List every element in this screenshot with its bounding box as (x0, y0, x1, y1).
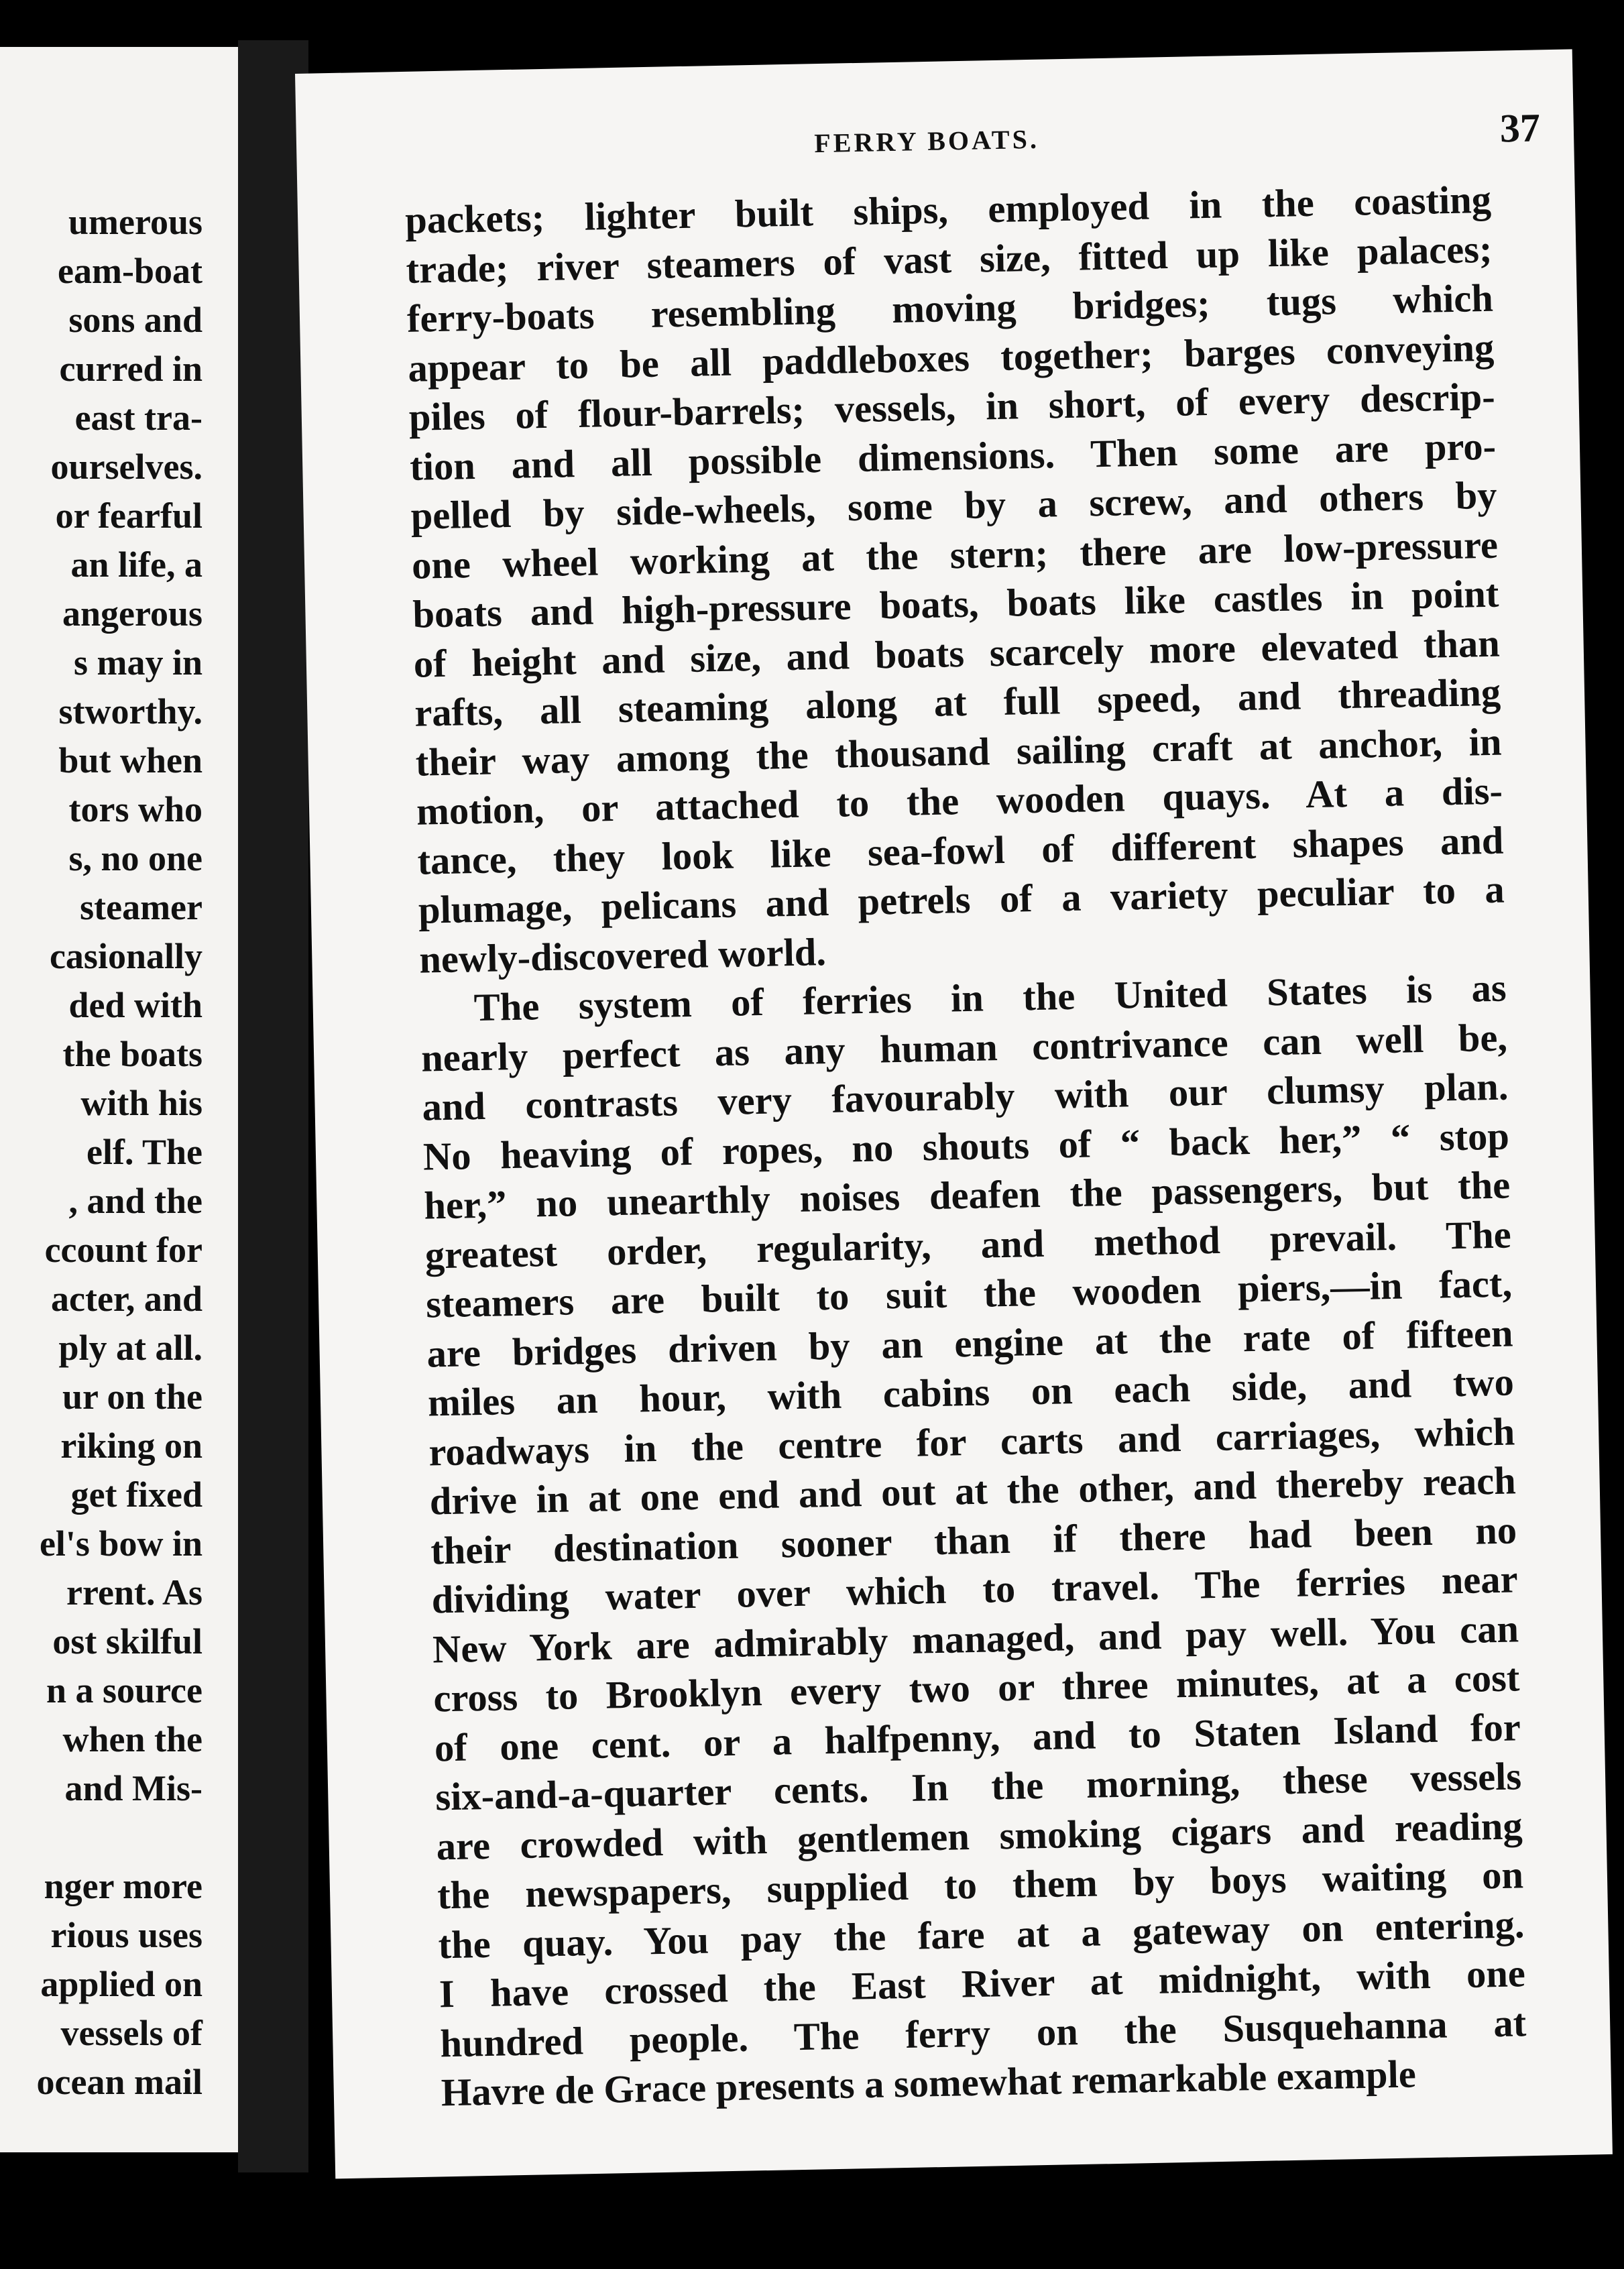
text-line: of height and size, and boats scarcely more elevated than (413, 621, 1501, 686)
previous-page-line: umerous (68, 202, 202, 242)
text-line: of one cent. or a halfpenny, and to Staten Island for (434, 1704, 1521, 1769)
text-line: newly-discovered world. (418, 929, 827, 982)
text-line: The system of ferries in the United States is as (473, 966, 1507, 1030)
text-line: packets; lighter built ships, employed in the coasting (404, 177, 1492, 242)
text-line: miles an hour, with cabins on each side, and two (427, 1360, 1515, 1425)
text-line: hundred people. The ferry on the Susquehanna at (439, 2000, 1527, 2065)
previous-page-line: ded with (68, 985, 202, 1025)
text-line: and contrasts very favourably with our clumsy plan. (421, 1064, 1509, 1129)
text-line: tance, they look like sea-fowl of different shapes and (416, 818, 1504, 883)
previous-page-line: with his (80, 1083, 202, 1123)
previous-page-line: angerous (62, 593, 202, 634)
text-line: New York are admirably managed, and pay well. You can (432, 1606, 1519, 1671)
previous-page-line: ccount for (44, 1230, 202, 1270)
previous-page-line: acter, and (51, 1279, 202, 1319)
text-line: her,” no unearthly noises deafen the passengers, but the (423, 1163, 1511, 1228)
text-line: dividing water over which to travel. The ferries near (431, 1557, 1519, 1622)
text-line: plumage, pelicans and petrels of a variety peculiar to a (418, 867, 1505, 932)
text-line: trade; river steamers of vast size, fitted up like palaces; (406, 227, 1493, 292)
text-line: Havre de Grace presents a somewhat remarkable example (441, 2052, 1417, 2115)
text-line: boats and high-pressure boats, boats like castles in point (412, 571, 1499, 636)
previous-page-line: sons and (68, 300, 202, 340)
text-line: roadways in the centre for carts and carriages, which (428, 1409, 1515, 1474)
text-line: one wheel working at the stern; there are low-pressure (411, 522, 1499, 587)
text-line: drive in at one end and out at the other, and thereby reach (429, 1458, 1517, 1523)
previous-page-fragment (0, 47, 241, 2152)
book-gutter (238, 40, 308, 2172)
text-line: I have crossed the East River at midnight, with one (439, 1951, 1526, 2016)
text-line: rafts, all steaming along at full speed, and threading (414, 670, 1501, 735)
text-line: ferry-boats resembling moving bridges; tugs which (406, 276, 1494, 341)
previous-page-line: n a source (46, 1670, 202, 1710)
previous-page-line: ur on the (62, 1377, 202, 1417)
text-line: greatest order, regularity, and method prevail. The (424, 1212, 1512, 1277)
text-line: piles of flour-barrels; vessels, in short, of every descrip- (408, 374, 1496, 439)
running-head: FERRY BOATS. (813, 123, 1040, 159)
previous-page-line: ply at all. (58, 1328, 202, 1368)
page-number: 37 (1499, 105, 1541, 151)
previous-page-line: east tra- (74, 398, 202, 438)
text-line: motion, or attached to the wooden quays. At a dis- (416, 768, 1503, 833)
previous-page-line: nger more (44, 1866, 202, 1906)
previous-page-line: but when (58, 740, 202, 780)
previous-page-line: get fixed (70, 1474, 202, 1515)
previous-page-line: elf. The (86, 1132, 202, 1172)
previous-page-line: and Mis- (64, 1768, 202, 1808)
body-text (405, 175, 1528, 2117)
previous-page-line: , and the (68, 1181, 202, 1221)
text-line: are bridges driven by an engine at the rate of fifteen (426, 1310, 1514, 1376)
previous-page-line: applied on (40, 1964, 202, 2004)
previous-page-line: when the (62, 1719, 202, 1759)
previous-page-line: casionally (49, 936, 202, 976)
previous-page-line: eam-boat (58, 251, 202, 291)
previous-page-line: stworthy. (58, 691, 202, 732)
previous-page-text (0, 198, 202, 2107)
previous-page-line: steamer (80, 887, 202, 927)
previous-page-line: ourselves. (50, 447, 202, 487)
text-line: tion and all possible dimensions. Then some are pro- (409, 424, 1497, 489)
previous-page-line: ost skilful (52, 1621, 202, 1662)
text-line: cross to Brooklyn every two or three minutes, at a cost (432, 1655, 1520, 1721)
text-line: appear to be all paddleboxes together; barges conveying (407, 325, 1495, 390)
previous-page-line: riking on (60, 1426, 202, 1466)
text-line: pelled by side-wheels, some by a screw, and others by (410, 473, 1498, 538)
previous-page-line: el's bow in (39, 1523, 202, 1564)
previous-page-line: rious uses (50, 1915, 202, 1955)
previous-page-line: an life, a (70, 544, 202, 585)
text-line: the quay. You pay the fare at a gateway on entering. (437, 1902, 1525, 1967)
previous-page-line: ocean mail (36, 2062, 202, 2102)
previous-page-line: s may in (73, 642, 202, 683)
previous-page-line (0, 1813, 202, 1862)
previous-page-line: s, no one (68, 838, 202, 878)
text-line: No heaving of ropes, no shouts of “ back her,” “ stop (422, 1114, 1510, 1179)
previous-page-line: tors who (68, 789, 202, 829)
text-line: nearly perfect as any human contrivance can well be, (420, 1015, 1508, 1080)
previous-page-line: vessels of (60, 2013, 202, 2053)
previous-page-line: the boats (62, 1034, 202, 1074)
text-line: their destination sooner than if there had been no (430, 1507, 1517, 1573)
text-line: the newspapers, supplied to them by boys waiting on (437, 1853, 1524, 1918)
text-line: are crowded with gentlemen smoking cigars and reading (436, 1803, 1523, 1868)
text-line: their way among the thousand sailing craft at anchor, in (415, 719, 1503, 784)
previous-page-line: rrent. As (66, 1572, 202, 1613)
previous-page-line: curred in (59, 349, 202, 389)
text-line: steamers are built to suit the wooden piers,—in fact, (425, 1261, 1513, 1326)
text-line: six-and-a-quarter cents. In the morning, these vessels (434, 1754, 1522, 1819)
current-page (295, 49, 1613, 2178)
previous-page-line: or fearful (55, 496, 202, 536)
